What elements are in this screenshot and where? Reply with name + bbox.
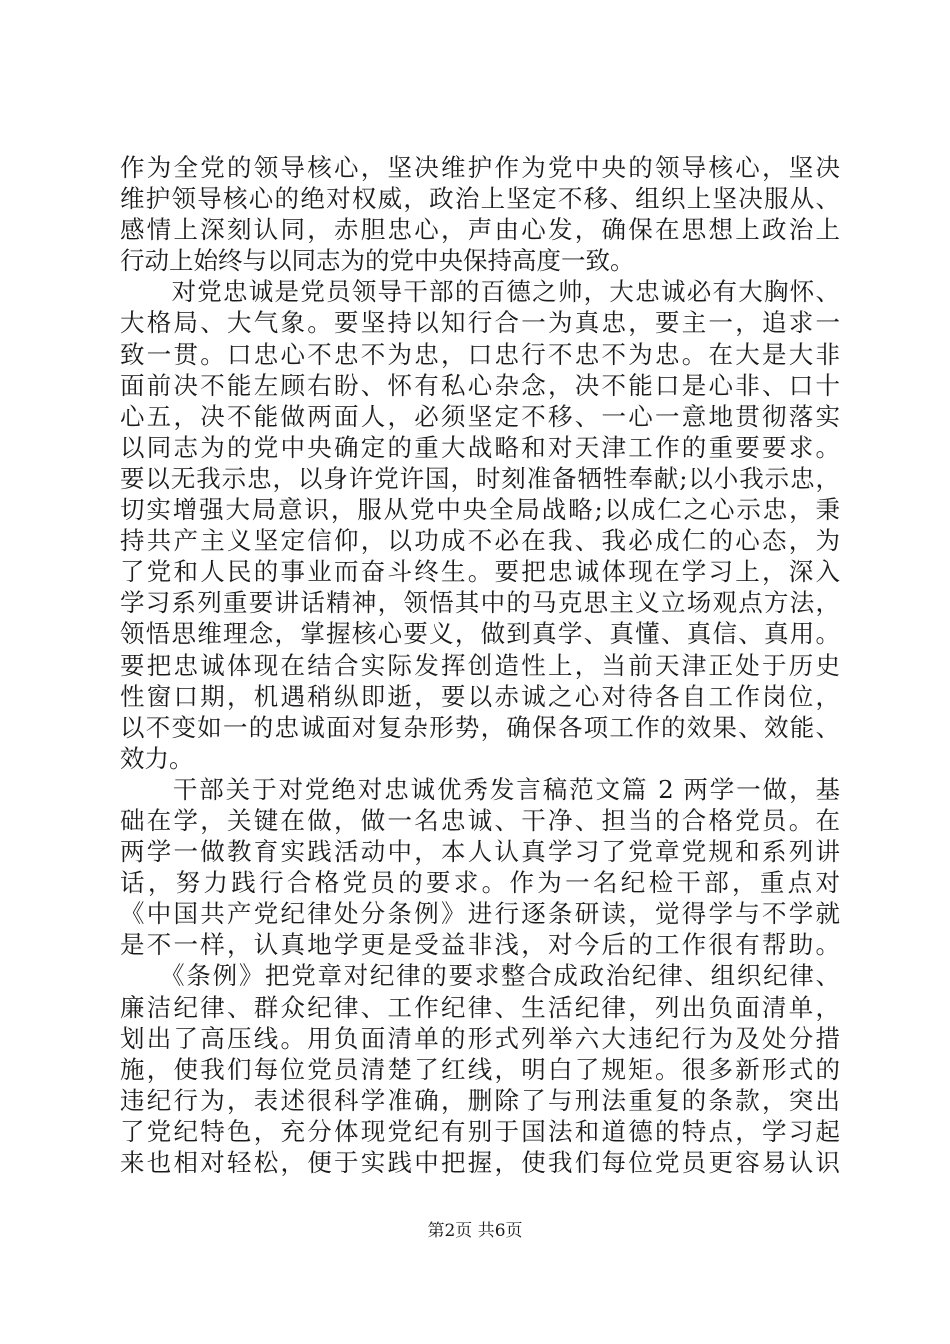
text-line: 干部关于对党绝对忠诚优秀发言稿范文篇 2 两学一做，基 [120,774,840,804]
text-line: 致一贯。口忠心不忠不为忠，口忠行不忠不为忠。在大是大非 [120,339,840,369]
text-line: 要以无我示忠，以身许党许国，时刻准备牺牲奉献;以小我示忠， [120,463,840,493]
text-line: 大格局、大气象。要坚持以知行合一为真忠，要主一，追求一 [120,308,840,338]
text-line: 两学一做教育实践活动中，本人认真学习了党章党规和系列讲 [120,837,840,867]
text-line: 以不变如一的忠诚面对复杂形势，确保各项工作的效果、效能、 [120,712,840,742]
text-line: 了党和人民的事业而奋斗终生。要把忠诚体现在学习上，深入 [120,557,840,587]
text-line: 性窗口期，机遇稍纵即逝，要以赤诚之心对待各自工作岗位， [120,681,840,711]
text-line: 心五，决不能做两面人，必须坚定不移、一心一意地贯彻落实 [120,401,840,431]
text-line: 领悟思维理念，掌握核心要义，做到真学、真懂、真信、真用。 [120,619,840,649]
text-line: 话，努力践行合格党员的要求。作为一名纪检干部，重点对 [120,868,840,898]
page-footer: 第2页 共6页 [427,1221,523,1241]
text-line: 违纪行为，表述很科学准确，删除了与刑法重复的条款，突出 [120,1085,840,1115]
text-line: 持共产主义坚定信仰，以功成不必在我、我必成仁的心态，为 [120,526,840,556]
text-line: 维护领导核心的绝对权威，政治上坚定不移、组织上坚决服从、 [120,184,840,214]
text-line: 切实增强大局意识，服从党中央全局战略;以成仁之心示忠，秉 [120,495,840,525]
text-line: 对党忠诚是党员领导干部的百德之帅，大忠诚必有大胸怀、 [120,277,840,307]
text-line: 了党纪特色，充分体现党纪有别于国法和道德的特点，学习起 [120,1116,840,1146]
text-line: 《中国共产党纪律处分条例》进行逐条研读，觉得学与不学就 [120,899,840,929]
text-line: 施，使我们每位党员清楚了红线，明白了规矩。很多新形式的 [120,1054,840,1084]
text-line: 行动上始终与以同志为的党中央保持高度一致。 [120,246,635,276]
text-line: 来也相对轻松，便于实践中把握，使我们每位党员更容易认识 [120,1148,840,1177]
text-line: 要把忠诚体现在结合实际发挥创造性上，当前天津正处于历史 [120,650,840,680]
document-body [120,152,840,1178]
text-line: 作为全党的领导核心，坚决维护作为党中央的领导核心，坚决 [120,153,840,182]
text-line: 划出了高压线。用负面清单的形式列举六大违纪行为及处分措 [120,1023,840,1053]
text-line: 以同志为的党中央确定的重大战略和对天津工作的重要要求。 [120,432,840,462]
text-line: 学习系列重要讲话精神，领悟其中的马克思主义立场观点方法， [120,588,840,618]
text-line: 面前决不能左顾右盼、怀有私心杂念，决不能口是心非、口十 [120,370,840,400]
text-line: 效力。 [120,743,194,773]
text-line: 《条例》把党章对纪律的要求整合成政治纪律、组织纪律、 [120,961,840,991]
text-line: 是不一样，认真地学更是受益非浅，对今后的工作很有帮助。 [120,930,840,960]
text-line: 础在学，关键在做，做一名忠诚、干净、担当的合格党员。在 [120,805,840,835]
text-line: 廉洁纪律、群众纪律、工作纪律、生活纪律，列出负面清单， [120,992,840,1022]
text-line: 感情上深刻认同，赤胆忠心，声由心发，确保在思想上政治上 [120,215,840,245]
